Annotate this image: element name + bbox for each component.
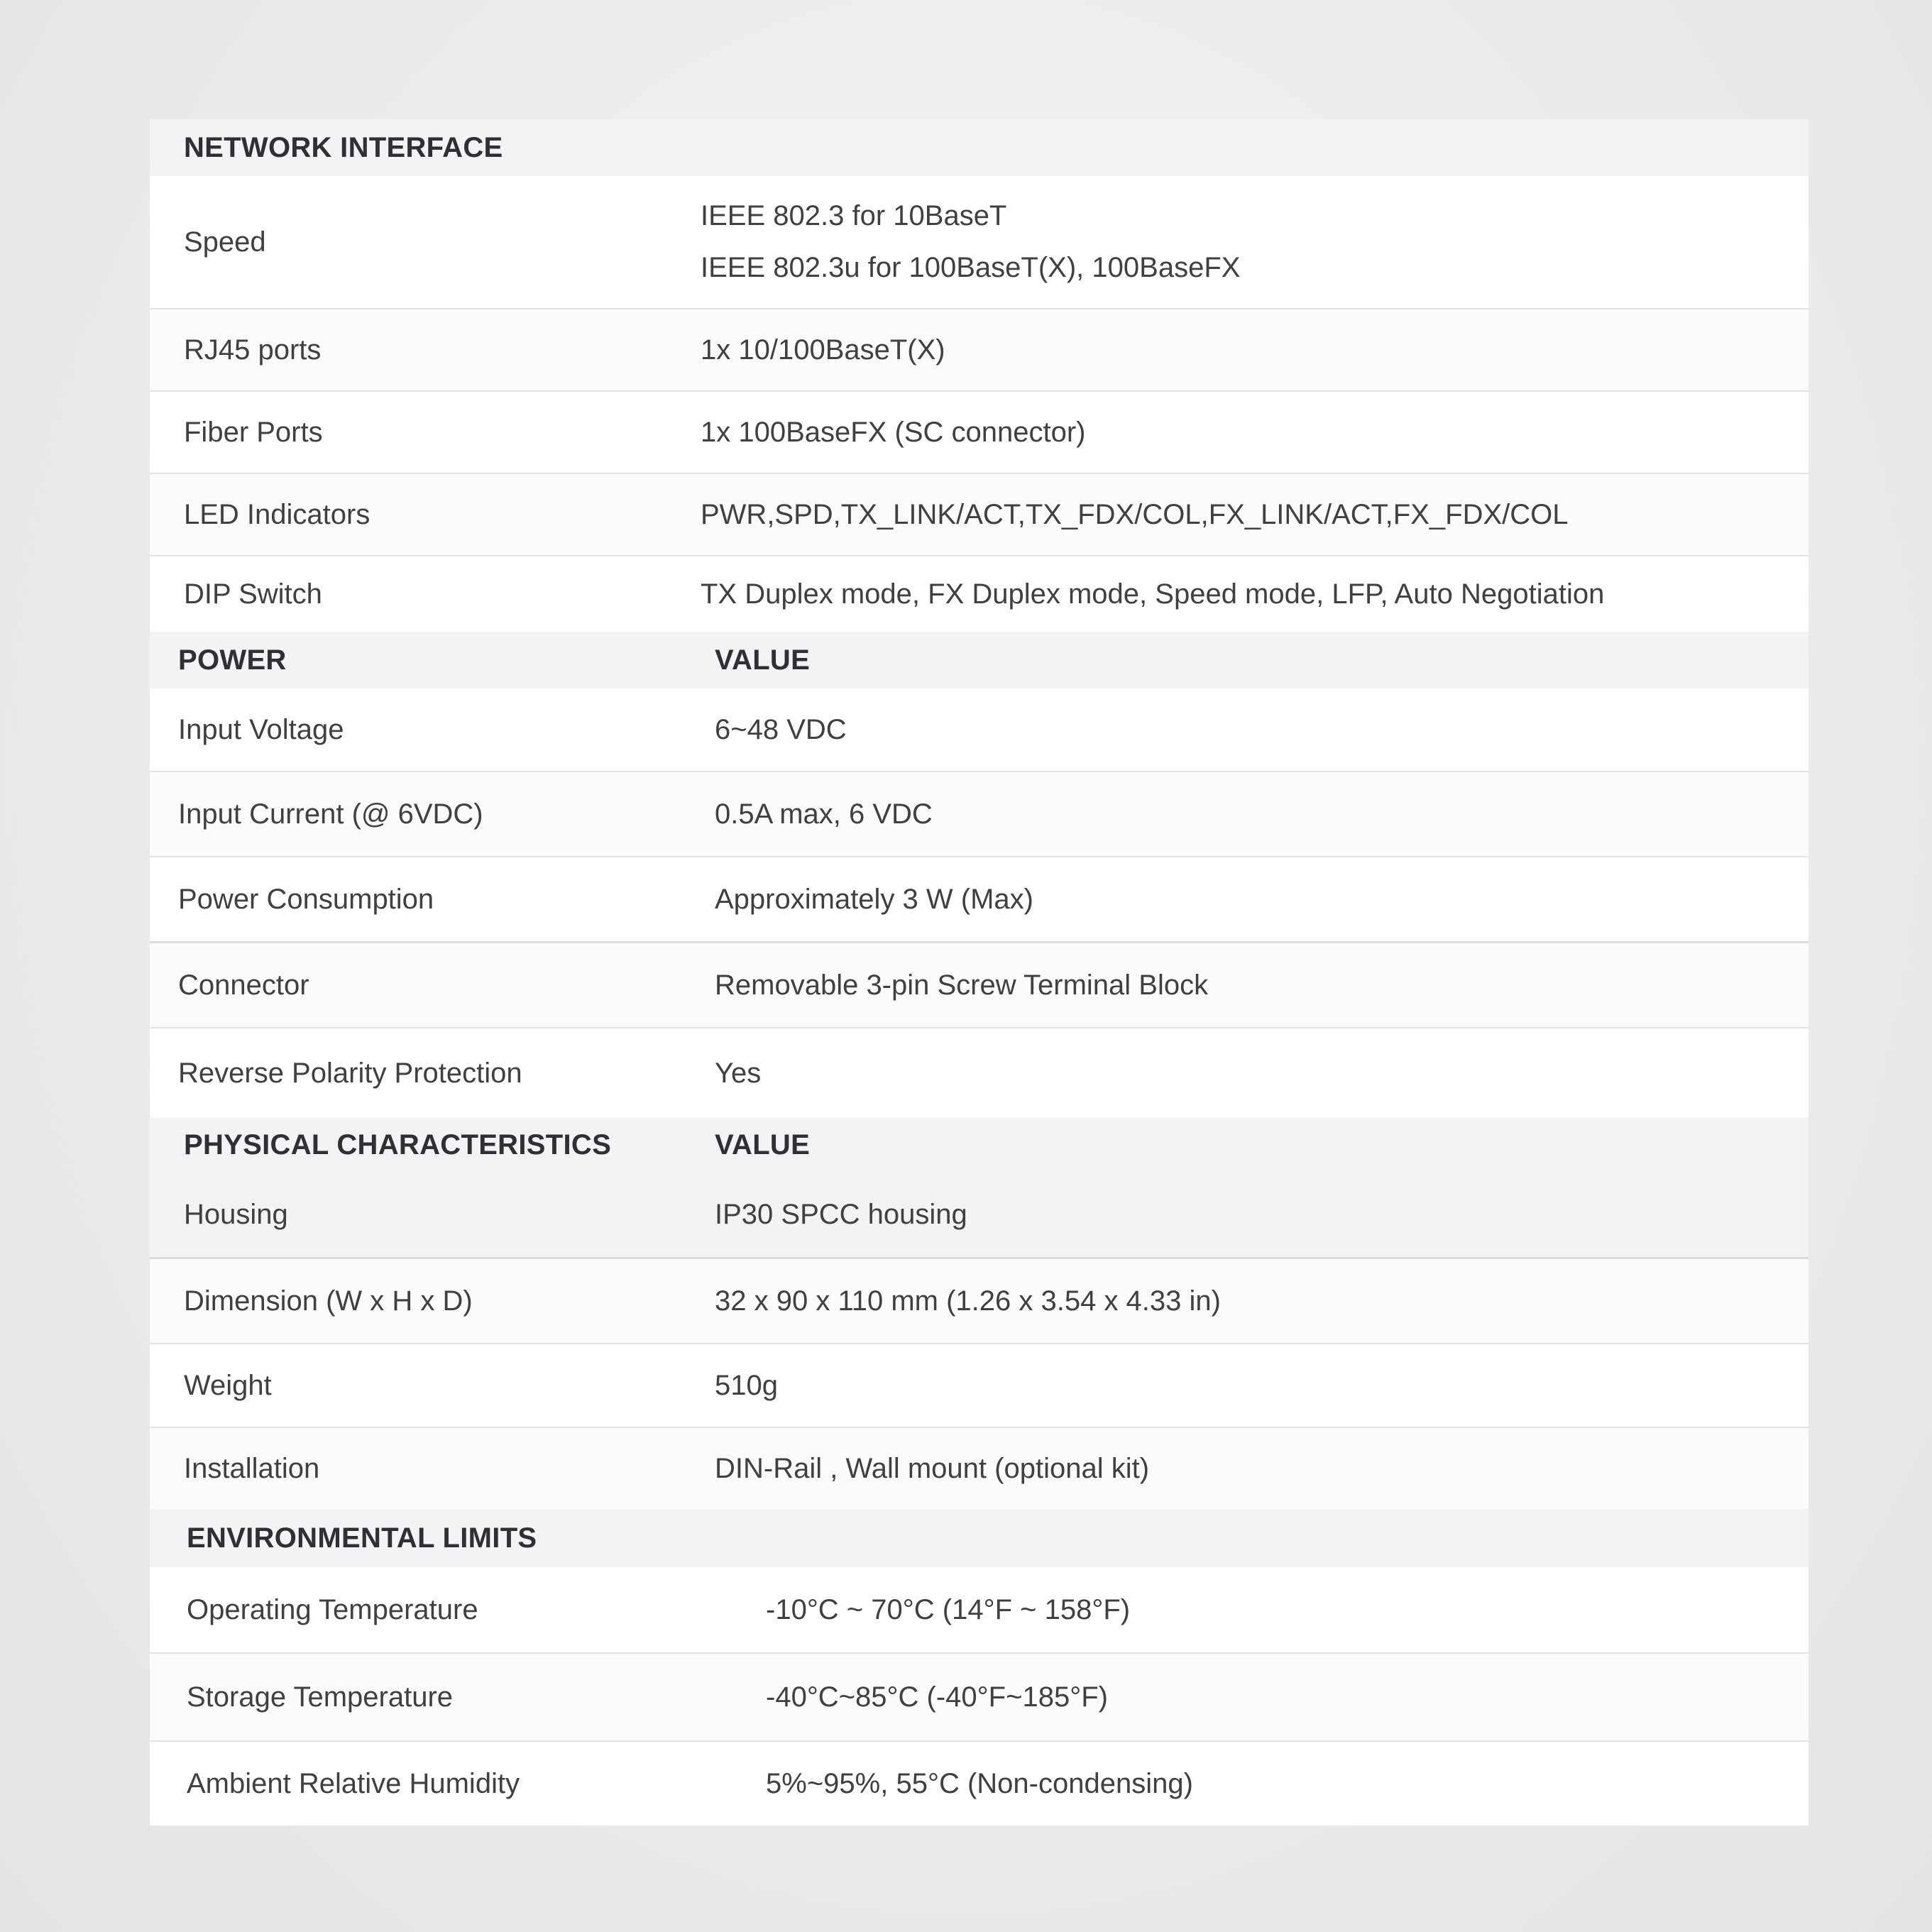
section-title: POWER [178, 644, 287, 676]
section-header-physical [150, 1118, 1808, 1172]
row-label: Operating Temperature [187, 1593, 478, 1625]
row-label: RJ45 ports [184, 334, 322, 366]
row-value: Yes [715, 1057, 762, 1089]
row-label: Dimension (W x H x D) [184, 1285, 473, 1317]
row-value [701, 200, 1808, 284]
row-label: Fiber Ports [184, 416, 323, 448]
table-row-operating-temperature [150, 1567, 1808, 1652]
row-label: Connector [178, 969, 309, 1001]
row-value: 32 x 90 x 110 mm (1.26 x 3.54 x 4.33 in) [715, 1285, 1221, 1317]
table-row-installation [150, 1427, 1808, 1509]
table-row-weight [150, 1343, 1808, 1427]
row-value: IP30 SPCC housing [715, 1198, 967, 1230]
row-value: 0.5A max, 6 VDC [715, 798, 933, 830]
row-value: PWR,SPD,TX_LINK/ACT,TX_FDX/COL,FX_LINK/ACT,FX_FDX/COL [701, 498, 1569, 530]
row-label: Reverse Polarity Protection [178, 1057, 522, 1089]
table-row-speed [150, 176, 1808, 308]
row-label: DIP Switch [184, 578, 322, 610]
row-value: 1x 100BaseFX (SC connector) [701, 416, 1086, 448]
section-title: PHYSICAL CHARACTERISTICS [184, 1129, 612, 1160]
row-label: Ambient Relative Humidity [187, 1767, 520, 1799]
row-value-line: IEEE 802.3u for 100BaseT(X), 100BaseFX [701, 252, 1241, 283]
table-row-led-indicators [150, 473, 1808, 555]
row-label: Input Current (@ 6VDC) [178, 798, 483, 830]
row-label: Speed [184, 226, 266, 258]
row-label: LED Indicators [184, 498, 371, 530]
row-label: Input Voltage [178, 713, 344, 745]
section-header-power [150, 632, 1808, 688]
row-value: 5%~95%, 55°C (Non-condensing) [766, 1767, 1193, 1799]
specification-table [150, 119, 1808, 1826]
row-value: 510g [715, 1369, 778, 1401]
table-row-reverse-polarity [150, 1027, 1808, 1118]
table-row-power-consumption [150, 856, 1808, 941]
row-value: DIN-Rail , Wall mount (optional kit) [715, 1452, 1150, 1484]
table-row-rj45-ports [150, 308, 1808, 390]
section-value-heading: VALUE [715, 644, 811, 676]
table-row-ambient-humidity [150, 1740, 1808, 1826]
row-label: Storage Temperature [187, 1681, 454, 1713]
section-header-network-interface [150, 119, 1808, 176]
section-header-environmental [150, 1509, 1808, 1567]
table-row-input-voltage [150, 688, 1808, 771]
table-row-dimension [150, 1257, 1808, 1343]
row-value: 6~48 VDC [715, 713, 847, 745]
row-value: -40°C~85°C (-40°F~185°F) [766, 1681, 1108, 1713]
table-row-connector [150, 941, 1808, 1027]
table-row-dip-switch [150, 555, 1808, 632]
table-row-input-current [150, 771, 1808, 856]
row-label: Power Consumption [178, 883, 434, 915]
row-value-line: IEEE 802.3 for 10BaseT [701, 200, 1007, 231]
row-label: Weight [184, 1369, 272, 1401]
row-value: TX Duplex mode, FX Duplex mode, Speed mode, LFP, Auto Negotiation [701, 578, 1605, 610]
row-value: -10°C ~ 70°C (14°F ~ 158°F) [766, 1593, 1131, 1625]
table-row-fiber-ports [150, 390, 1808, 473]
row-label: Housing [184, 1198, 288, 1230]
row-value: 1x 10/100BaseT(X) [701, 334, 945, 366]
row-label: Installation [184, 1452, 320, 1484]
row-value: Approximately 3 W (Max) [715, 883, 1033, 915]
section-value-heading: VALUE [715, 1129, 811, 1160]
section-title: ENVIRONMENTAL LIMITS [187, 1522, 537, 1554]
row-value: Removable 3-pin Screw Terminal Block [715, 969, 1209, 1001]
table-row-housing [150, 1172, 1808, 1257]
table-row-storage-temperature [150, 1652, 1808, 1740]
section-title: NETWORK INTERFACE [184, 131, 503, 163]
